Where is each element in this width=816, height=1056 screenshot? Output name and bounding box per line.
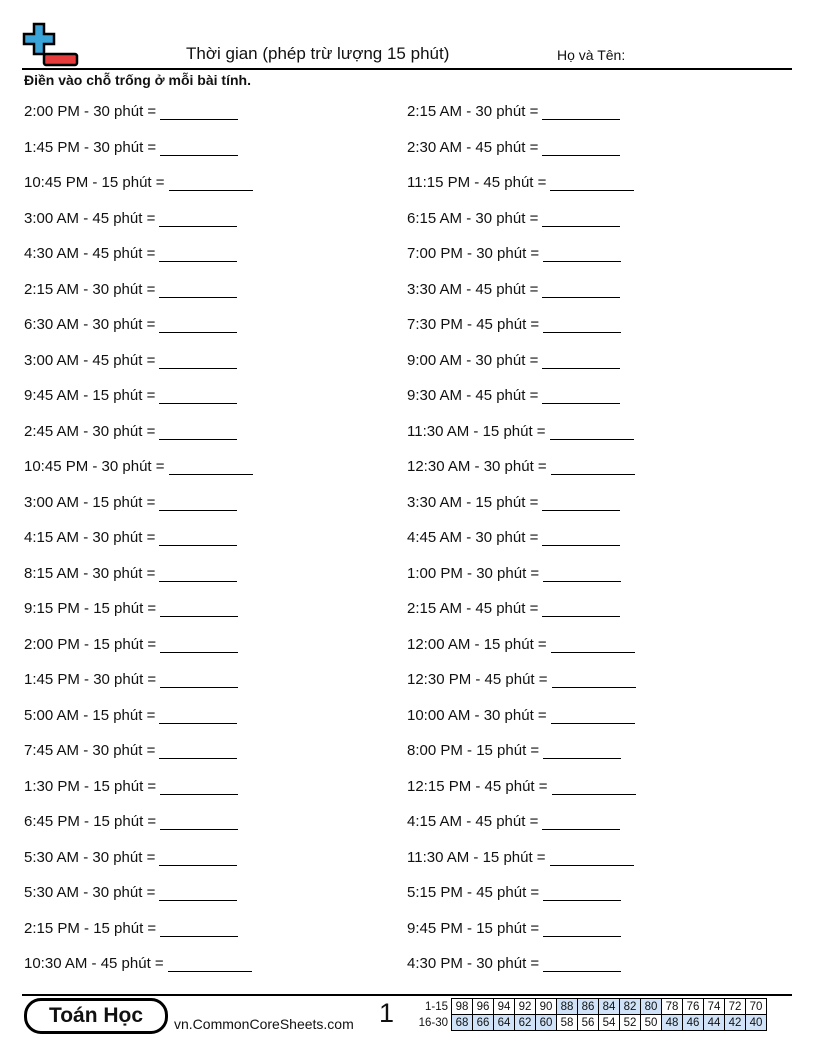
- problem-text: 6:15 AM - 30 phút =: [407, 209, 539, 227]
- problem-item: [407, 600, 767, 636]
- answer-blank[interactable]: [543, 920, 621, 937]
- problem-text: 5:30 AM - 30 phút =: [24, 848, 156, 866]
- problem-text: 7:45 AM - 30 phút =: [24, 742, 156, 759]
- problem-item: [24, 352, 384, 388]
- problem-text: 5:00 AM - 15 phút =: [24, 706, 156, 724]
- answer-blank[interactable]: [160, 600, 238, 617]
- answer-blank[interactable]: [159, 494, 237, 511]
- answer-blank[interactable]: [550, 849, 634, 866]
- problem-text: 3:00 AM - 15 phút =: [24, 493, 156, 511]
- problem-item: [24, 387, 384, 423]
- answer-blank[interactable]: [159, 387, 237, 404]
- problem-text: 9:15 PM - 15 phút =: [24, 600, 157, 617]
- problem-text: 10:30 AM - 45 phút =: [24, 955, 164, 972]
- problem-item: [24, 636, 384, 672]
- score-key-cell: 60: [536, 1015, 557, 1031]
- score-key-cell: 88: [557, 999, 578, 1015]
- problem-item: [24, 600, 384, 636]
- problem-text: 3:30 AM - 45 phút =: [407, 280, 539, 298]
- problem-item: [407, 529, 767, 565]
- problem-item: [407, 281, 767, 317]
- problem-text: 9:00 AM - 30 phút =: [407, 351, 539, 369]
- answer-blank[interactable]: [159, 281, 237, 298]
- problem-text: 2:15 AM - 45 phút =: [407, 600, 539, 617]
- problem-text: 1:45 PM - 30 phút =: [24, 138, 157, 156]
- answer-blank[interactable]: [159, 742, 237, 759]
- problem-text: 2:00 PM - 30 phút =: [24, 103, 157, 120]
- problem-item: [24, 955, 384, 991]
- answer-blank[interactable]: [542, 103, 620, 120]
- answer-blank[interactable]: [168, 955, 252, 972]
- problem-text: 11:30 AM - 15 phút =: [407, 422, 546, 440]
- score-key-cell: 84: [599, 999, 620, 1015]
- problem-item: [24, 103, 384, 139]
- answer-blank[interactable]: [542, 387, 620, 404]
- score-key-cell: 86: [578, 999, 599, 1015]
- problem-text: 6:30 AM - 30 phút =: [24, 316, 156, 333]
- problem-item: [407, 707, 767, 743]
- problem-item: [407, 884, 767, 920]
- score-key-row: [414, 999, 767, 1015]
- problem-item: [24, 884, 384, 920]
- answer-blank[interactable]: [160, 813, 238, 830]
- problem-item: [24, 813, 384, 849]
- problem-text: 11:15 PM - 45 phút =: [407, 174, 547, 191]
- score-key-cell: 70: [746, 999, 767, 1015]
- problem-text: 3:30 AM - 15 phút =: [407, 493, 539, 511]
- answer-blank[interactable]: [160, 139, 238, 156]
- answer-blank[interactable]: [160, 636, 238, 653]
- problem-item: [407, 849, 767, 885]
- problem-item: [407, 423, 767, 459]
- score-key-cell: 74: [704, 999, 725, 1015]
- score-key-cell: 56: [578, 1015, 599, 1031]
- score-key-cell: 80: [641, 999, 662, 1015]
- answer-blank[interactable]: [169, 458, 253, 475]
- answer-blank[interactable]: [542, 352, 620, 369]
- problem-text: 4:30 AM - 45 phút =: [24, 245, 156, 262]
- answer-blank[interactable]: [543, 316, 621, 333]
- problem-item: [24, 920, 384, 956]
- score-key-cell: 54: [599, 1015, 620, 1031]
- score-key-cell: 90: [536, 999, 557, 1015]
- problem-text: 2:15 PM - 15 phút =: [24, 919, 157, 937]
- problem-text: 2:45 AM - 30 phút =: [24, 422, 156, 440]
- answer-blank[interactable]: [160, 778, 238, 795]
- plus-minus-logo-icon: [22, 22, 80, 68]
- answer-blank[interactable]: [542, 139, 620, 156]
- score-key-cell: 66: [473, 1015, 494, 1031]
- problem-text: 12:15 PM - 45 phút =: [407, 777, 548, 795]
- problem-item: [24, 494, 384, 530]
- problem-item: [407, 316, 767, 352]
- problem-item: [24, 458, 384, 494]
- score-key-cell: 76: [683, 999, 704, 1015]
- problem-item: [407, 352, 767, 388]
- score-key-cell: 98: [452, 999, 473, 1015]
- answer-blank[interactable]: [552, 671, 636, 688]
- score-key-cell: 72: [725, 999, 746, 1015]
- problem-item: [24, 742, 384, 778]
- problem-text: 7:00 PM - 30 phút =: [407, 245, 540, 262]
- problem-item: [407, 920, 767, 956]
- answer-blank[interactable]: [542, 813, 620, 830]
- problem-text: 9:30 AM - 45 phút =: [407, 387, 539, 404]
- answer-blank[interactable]: [550, 423, 634, 440]
- answer-blank[interactable]: [160, 103, 238, 120]
- problem-text: 4:30 PM - 30 phút =: [407, 955, 540, 972]
- problem-item: [24, 316, 384, 352]
- score-key-cell: 78: [662, 999, 683, 1015]
- answer-blank[interactable]: [542, 600, 620, 617]
- score-key-table: [414, 998, 767, 1031]
- problem-text: 12:00 AM - 15 phút =: [407, 635, 547, 653]
- score-key-cell: 40: [746, 1015, 767, 1031]
- problem-item: [407, 813, 767, 849]
- score-key-cell: 92: [515, 999, 536, 1015]
- problem-text: 2:00 PM - 15 phút =: [24, 635, 157, 653]
- problem-text: 1:30 PM - 15 phút =: [24, 777, 157, 795]
- score-key-cell: 58: [557, 1015, 578, 1031]
- answer-blank[interactable]: [159, 245, 237, 262]
- answer-blank[interactable]: [543, 245, 621, 262]
- problem-item: [407, 671, 767, 707]
- answer-blank[interactable]: [159, 565, 237, 582]
- problem-text: 9:45 AM - 15 phút =: [24, 387, 156, 404]
- problem-text: 4:45 AM - 30 phút =: [407, 529, 539, 546]
- problem-text: 7:30 PM - 45 phút =: [407, 316, 540, 333]
- problem-item: [24, 778, 384, 814]
- answer-blank[interactable]: [169, 174, 253, 191]
- score-key-cell: 82: [620, 999, 641, 1015]
- problem-item: [407, 955, 767, 991]
- score-key-cell: 62: [515, 1015, 536, 1031]
- problem-item: [24, 849, 384, 885]
- problem-text: 2:15 AM - 30 phút =: [24, 280, 156, 298]
- answer-blank[interactable]: [159, 707, 237, 724]
- answer-blank[interactable]: [159, 529, 237, 546]
- problem-item: [407, 565, 767, 601]
- answer-blank[interactable]: [542, 210, 620, 227]
- problem-item: [407, 458, 767, 494]
- problem-text: 3:00 AM - 45 phút =: [24, 209, 156, 227]
- score-key-cell: 48: [662, 1015, 683, 1031]
- brand-badge: Toán Học: [24, 998, 168, 1034]
- score-key-cell: 64: [494, 1015, 515, 1031]
- answer-blank[interactable]: [160, 671, 238, 688]
- problem-column-left: [24, 103, 384, 991]
- problem-text: 8:15 AM - 30 phút =: [24, 564, 156, 582]
- score-key-row-label: 16-30: [418, 1016, 448, 1029]
- problem-text: 3:00 AM - 45 phút =: [24, 351, 156, 369]
- site-url: vn.CommonCoreSheets.com: [174, 1016, 354, 1032]
- answer-blank[interactable]: [542, 529, 620, 546]
- answer-blank[interactable]: [551, 636, 635, 653]
- problem-item: [407, 494, 767, 530]
- problem-text: 9:45 PM - 15 phút =: [407, 919, 540, 937]
- problem-item: [24, 210, 384, 246]
- score-key-cell: 94: [494, 999, 515, 1015]
- answer-blank[interactable]: [543, 955, 621, 972]
- answer-blank[interactable]: [159, 423, 237, 440]
- answer-blank[interactable]: [159, 316, 237, 333]
- problem-item: [407, 103, 767, 139]
- problem-text: 10:45 PM - 15 phút =: [24, 174, 165, 191]
- problem-text: 12:30 AM - 30 phút =: [407, 458, 547, 475]
- problem-item: [407, 174, 767, 210]
- problem-text: 5:30 AM - 30 phút =: [24, 884, 156, 901]
- answer-blank[interactable]: [543, 565, 621, 582]
- problem-column-right: [407, 103, 767, 991]
- score-key-row-label: 1-15: [424, 1000, 448, 1013]
- problem-text: 11:30 AM - 15 phút =: [407, 848, 546, 866]
- problem-item: [24, 139, 384, 175]
- problem-text: 1:45 PM - 30 phút =: [24, 671, 157, 688]
- score-key-cell: 52: [620, 1015, 641, 1031]
- problem-text: 1:00 PM - 30 phút =: [407, 564, 540, 582]
- answer-blank[interactable]: [552, 778, 636, 795]
- answer-blank[interactable]: [543, 884, 621, 901]
- problem-item: [24, 707, 384, 743]
- problem-text: 5:15 PM - 45 phút =: [407, 884, 540, 901]
- score-key-cell: 50: [641, 1015, 662, 1031]
- problem-text: 12:30 PM - 45 phút =: [407, 671, 548, 688]
- problem-item: [24, 174, 384, 210]
- problem-text: 6:45 PM - 15 phút =: [24, 813, 157, 830]
- worksheet-title: Thời gian (phép trừ lượng 15 phút): [186, 44, 450, 63]
- score-key-cell: 68: [452, 1015, 473, 1031]
- problem-item: [24, 423, 384, 459]
- problem-item: [407, 139, 767, 175]
- page-number: 1: [379, 998, 395, 1028]
- score-key-cell: 46: [683, 1015, 704, 1031]
- worksheet-footer: [22, 994, 792, 1036]
- problem-text: 8:00 PM - 15 phút =: [407, 742, 540, 759]
- problem-text: 10:45 PM - 30 phút =: [24, 458, 165, 475]
- score-key-cell: 42: [725, 1015, 746, 1031]
- problem-item: [407, 742, 767, 778]
- score-key-cell: 44: [704, 1015, 725, 1031]
- answer-blank[interactable]: [159, 352, 237, 369]
- problem-item: [407, 245, 767, 281]
- answer-blank[interactable]: [551, 707, 635, 724]
- answer-blank[interactable]: [543, 742, 621, 759]
- instructions: Điền vào chỗ trống ở mỗi bài tính.: [24, 72, 251, 88]
- answer-blank[interactable]: [159, 849, 237, 866]
- problem-text: 4:15 AM - 30 phút =: [24, 529, 156, 546]
- problem-item: [407, 210, 767, 246]
- answer-blank[interactable]: [160, 920, 238, 937]
- answer-blank[interactable]: [551, 458, 635, 475]
- answer-blank[interactable]: [159, 884, 237, 901]
- problem-item: [24, 565, 384, 601]
- problem-item: [24, 671, 384, 707]
- problem-text: 2:30 AM - 45 phút =: [407, 138, 539, 156]
- answer-blank[interactable]: [542, 281, 620, 298]
- worksheet-header: [22, 22, 792, 70]
- answer-blank[interactable]: [542, 494, 620, 511]
- problem-item: [24, 281, 384, 317]
- score-key-row: [414, 1015, 767, 1031]
- problem-text: 4:15 AM - 45 phút =: [407, 813, 539, 830]
- problem-text: 10:00 AM - 30 phút =: [407, 706, 547, 724]
- problem-item: [407, 636, 767, 672]
- problem-item: [407, 387, 767, 423]
- problem-item: [24, 529, 384, 565]
- problem-item: [407, 778, 767, 814]
- problem-text: 2:15 AM - 30 phút =: [407, 103, 539, 120]
- score-key-cell: 96: [473, 999, 494, 1015]
- problem-item: [24, 245, 384, 281]
- answer-blank[interactable]: [550, 174, 634, 191]
- name-label: Họ và Tên:: [557, 47, 626, 63]
- answer-blank[interactable]: [159, 210, 237, 227]
